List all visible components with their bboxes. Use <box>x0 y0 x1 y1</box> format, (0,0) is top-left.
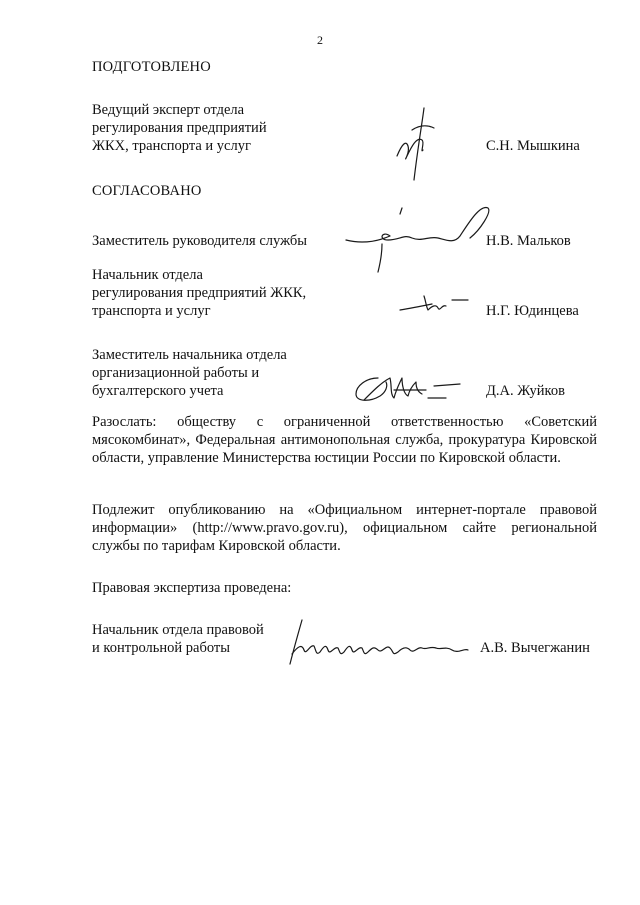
page-number: 2 <box>317 33 323 47</box>
position-line: Заместитель начальника отдела <box>92 347 287 363</box>
signature-vychegzhanin <box>280 618 470 668</box>
position-line: регулирования предприятий ЖКК, <box>92 285 307 301</box>
prepared-position <box>92 101 392 155</box>
agreed-name-3: Д.А. Жуйков <box>486 383 565 399</box>
legal-review-name: А.В. Вычегжанин <box>480 640 590 656</box>
position-line: организационной работы и <box>92 365 260 381</box>
position-line: и контрольной работы <box>92 640 230 656</box>
distribution-text: Разослать: обществу с ограниченной ответственностью «Советский мясокомбинат», Федеральная антимонопольная служба, прокуратура Кировской области, управление Министерства юстиции России по Кировской области. <box>92 414 597 466</box>
position-line: регулирования предприятий <box>92 120 267 136</box>
position-line: Ведущий эксперт отдела <box>92 102 245 118</box>
legal-review-statement: Правовая экспертиза проведена: <box>92 580 292 596</box>
position-line: Заместитель руководителя службы <box>92 233 308 249</box>
position-line: ЖКХ, транспорта и услуг <box>92 138 251 154</box>
signature-zhuikov <box>350 372 466 406</box>
position-line: Начальник отдела правовой <box>92 622 264 638</box>
agreed-name-1: Н.В. Мальков <box>486 233 571 249</box>
signature-yudintseva <box>398 292 472 322</box>
agreed-name-2: Н.Г. Юдинцева <box>486 303 579 319</box>
agreed-heading: СОГЛАСОВАНО <box>92 183 202 199</box>
prepared-name: С.Н. Мышкина <box>486 138 580 154</box>
position-line: бухгалтерского учета <box>92 383 224 399</box>
prepared-heading: ПОДГОТОВЛЕНО <box>92 59 211 75</box>
position-line: Начальник отдела <box>92 267 203 283</box>
agreed-position-2 <box>92 266 392 320</box>
publication-text: Подлежит опубликованию на «Официальном интернет-портале правовой информации» (http://www.pravo.gov.ru), официальном сайте региональной службы по тарифам Кировской области. <box>92 502 597 554</box>
agreed-position-3 <box>92 346 392 400</box>
position-line: транспорта и услуг <box>92 303 211 319</box>
signature-myshkina <box>392 106 442 186</box>
